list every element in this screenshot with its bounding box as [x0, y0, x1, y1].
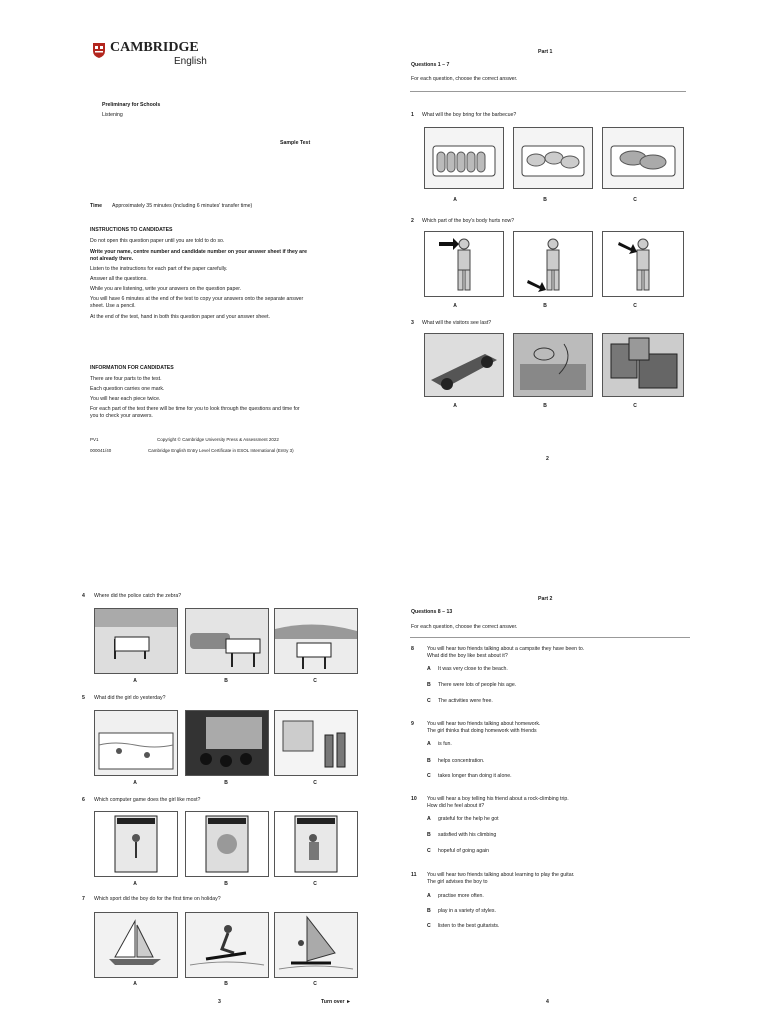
turn-over-label: Turn over ► — [321, 999, 352, 1005]
sample-test-label: Sample Test — [280, 140, 311, 146]
footer-code: PV1 — [90, 437, 99, 442]
answer-option[interactable]: is fun. — [438, 741, 452, 747]
question-text: Which sport did the boy do for the first time on holiday? — [94, 896, 221, 902]
question-text: You will hear a boy telling his friend about a rock-climbing trip. — [427, 796, 569, 802]
answer-option[interactable]: It was very close to the beach. — [438, 666, 508, 672]
option-image-c[interactable] — [602, 333, 684, 397]
option-image-b[interactable] — [185, 912, 269, 978]
instruction-line: Write your name, centre number and candidate number on your answer sheet if they are — [90, 249, 307, 255]
option-image-b[interactable] — [513, 127, 593, 189]
option-label: A — [133, 780, 137, 786]
option-label: C — [633, 303, 637, 309]
option-image-c[interactable] — [602, 127, 684, 189]
information-line: For each part of the test there will be time for you to look through the questions and time for — [90, 406, 300, 412]
option-image-a[interactable] — [94, 912, 178, 978]
exam-name: Preliminary for Schools — [102, 102, 161, 108]
answer-letter: C — [427, 773, 431, 779]
answer-option[interactable]: satisfied with his climbing — [438, 832, 497, 838]
information-heading: INFORMATION FOR CANDIDATES — [90, 365, 174, 371]
option-label: B — [224, 981, 228, 987]
instruction-line: While you are listening, write your answers on the question paper. — [90, 286, 242, 292]
answer-option[interactable]: The activities were free. — [438, 698, 493, 704]
part-title: Part 2 — [538, 596, 553, 602]
answer-letter: B — [427, 682, 431, 688]
information-line: you to check your answers. — [90, 413, 153, 419]
question-text: You will hear two friends talking about homework. — [427, 721, 541, 727]
instruction-line: At the end of the test, hand in both this question paper and your answer sheet. — [90, 314, 270, 320]
answer-option[interactable]: takes longer than doing it alone. — [438, 773, 512, 779]
option-label: A — [453, 303, 457, 309]
instruction-line: Answer all the questions. — [90, 276, 148, 282]
option-image-b[interactable] — [185, 608, 269, 674]
answer-option[interactable]: listen to the best guitarists. — [438, 923, 500, 929]
divider — [410, 637, 690, 638]
answer-letter: B — [427, 758, 431, 764]
answer-option[interactable]: play in a variety of styles. — [438, 908, 496, 914]
question-number: 2 — [411, 218, 414, 224]
information-line: You will hear each piece twice. — [90, 396, 161, 402]
option-label: A — [133, 678, 137, 684]
option-image-b[interactable] — [185, 811, 269, 877]
answer-letter: A — [427, 666, 431, 672]
option-label: A — [453, 403, 457, 409]
page-number: 2 — [546, 456, 549, 462]
option-image-a[interactable] — [424, 231, 504, 297]
option-image-c[interactable] — [274, 912, 358, 978]
option-image-a[interactable] — [94, 608, 178, 674]
answer-option[interactable]: helps concentration. — [438, 758, 485, 764]
question-number: 3 — [411, 320, 414, 326]
option-label: A — [453, 197, 457, 203]
question-number: 4 — [82, 593, 85, 599]
answer-letter: C — [427, 848, 431, 854]
option-image-c[interactable] — [274, 608, 358, 674]
answer-letter: C — [427, 923, 431, 929]
question-text: Which computer game does the girl like most? — [94, 797, 201, 803]
time-text: Approximately 35 minutes (including 6 minutes' transfer time) — [112, 203, 253, 209]
page-part2 — [400, 585, 700, 1015]
logo-sub: English — [174, 56, 207, 67]
option-image-b[interactable] — [513, 333, 593, 397]
part-title: Part 1 — [538, 49, 553, 55]
answer-letter: A — [427, 816, 431, 822]
option-label: C — [313, 780, 317, 786]
question-number: 6 — [82, 797, 85, 803]
page-number: 3 — [218, 999, 221, 1005]
question-text: What did the girl do yesterday? — [94, 695, 166, 701]
questions-range: Questions 8 – 13 — [411, 609, 453, 615]
information-line: There are four parts to the test. — [90, 376, 162, 382]
option-image-c[interactable] — [274, 710, 358, 776]
question-text: The girl thinks that doing homework with friends — [427, 728, 537, 734]
footer-code: 000041/40 — [90, 448, 112, 453]
question-text: Which part of the boy's body hurts now? — [422, 218, 515, 224]
instruction-line: not already there. — [90, 256, 134, 262]
option-label: B — [224, 780, 228, 786]
part-instruction: For each question, choose the correct answer. — [411, 76, 518, 82]
footer-copyright: Copyright © Cambridge University Press & Assessment 2022 — [157, 437, 279, 442]
answer-letter: A — [427, 741, 431, 747]
footer-certificate: Cambridge English Entry Level Certificate in ESOL International (Entry 3) — [148, 448, 294, 453]
question-text: What will the visitors see last? — [422, 320, 492, 326]
question-number: 7 — [82, 896, 85, 902]
question-text: You will hear two friends talking about learning to play the guitar. — [427, 872, 575, 878]
answer-option[interactable]: grateful for the help he got — [438, 816, 499, 822]
option-image-b[interactable] — [185, 710, 269, 776]
instruction-line: Listen to the instructions for each part of the paper carefully. — [90, 266, 228, 272]
instructions-heading: INSTRUCTIONS TO CANDIDATES — [90, 227, 173, 233]
question-text: What will the boy bring for the barbecue? — [422, 112, 517, 118]
page-part1-continued — [60, 585, 385, 1015]
part-instruction: For each question, choose the correct answer. — [411, 624, 518, 630]
answer-letter: B — [427, 908, 431, 914]
paper-name: Listening — [102, 112, 123, 118]
option-label: C — [313, 881, 317, 887]
page-number: 4 — [546, 999, 549, 1005]
instruction-line: sheet. Use a pencil. — [90, 303, 136, 309]
option-label: A — [133, 981, 137, 987]
option-image-b[interactable] — [513, 231, 593, 297]
page-part1 — [400, 20, 700, 500]
option-image-a[interactable] — [424, 333, 504, 397]
question-number: 9 — [411, 721, 414, 727]
information-line: Each question carries one mark. — [90, 386, 165, 392]
option-label: B — [543, 197, 547, 203]
option-image-a[interactable] — [94, 710, 178, 776]
question-number: 10 — [411, 796, 417, 802]
answer-letter: B — [427, 832, 431, 838]
option-label: B — [543, 403, 547, 409]
question-text: The girl advises the boy to — [427, 879, 488, 885]
option-label: B — [224, 678, 228, 684]
answer-option[interactable]: There were lots of people his age. — [438, 682, 517, 688]
question-number: 5 — [82, 695, 85, 701]
question-text: Where did the police catch the zebra? — [94, 593, 182, 599]
option-image-a[interactable] — [94, 811, 178, 877]
cambridge-logo — [92, 40, 212, 72]
option-label: B — [224, 881, 228, 887]
instruction-line: You will have 6 minutes at the end of the test to copy your answers onto the separate answer — [90, 296, 304, 302]
time-label: Time — [90, 203, 103, 209]
option-label: C — [633, 403, 637, 409]
option-label: A — [133, 881, 137, 887]
option-image-c[interactable] — [274, 811, 358, 877]
answer-option[interactable]: hopeful of going again — [438, 848, 490, 854]
option-image-a[interactable] — [424, 127, 504, 189]
option-image-c[interactable] — [602, 231, 684, 297]
instruction-line: Do not open this question paper until you are told to do so. — [90, 238, 225, 244]
question-number: 11 — [411, 872, 417, 878]
option-label: B — [543, 303, 547, 309]
answer-option[interactable]: practise more often. — [438, 893, 484, 899]
question-text: How did he feel about it? — [427, 803, 485, 809]
option-label: C — [313, 981, 317, 987]
option-label: C — [633, 197, 637, 203]
question-text: What did the boy like best about it? — [427, 653, 508, 659]
question-text: You will hear two friends talking about a campsite they have been to. — [427, 646, 585, 652]
logo-name: CAMBRIDGE — [110, 40, 199, 55]
answer-letter: C — [427, 698, 431, 704]
page-cover — [60, 20, 385, 500]
questions-range: Questions 1 – 7 — [411, 62, 450, 68]
option-label: C — [313, 678, 317, 684]
answer-letter: A — [427, 893, 431, 899]
divider — [410, 91, 686, 92]
question-number: 1 — [411, 112, 414, 118]
question-number: 8 — [411, 646, 414, 652]
shield-icon — [92, 42, 106, 59]
